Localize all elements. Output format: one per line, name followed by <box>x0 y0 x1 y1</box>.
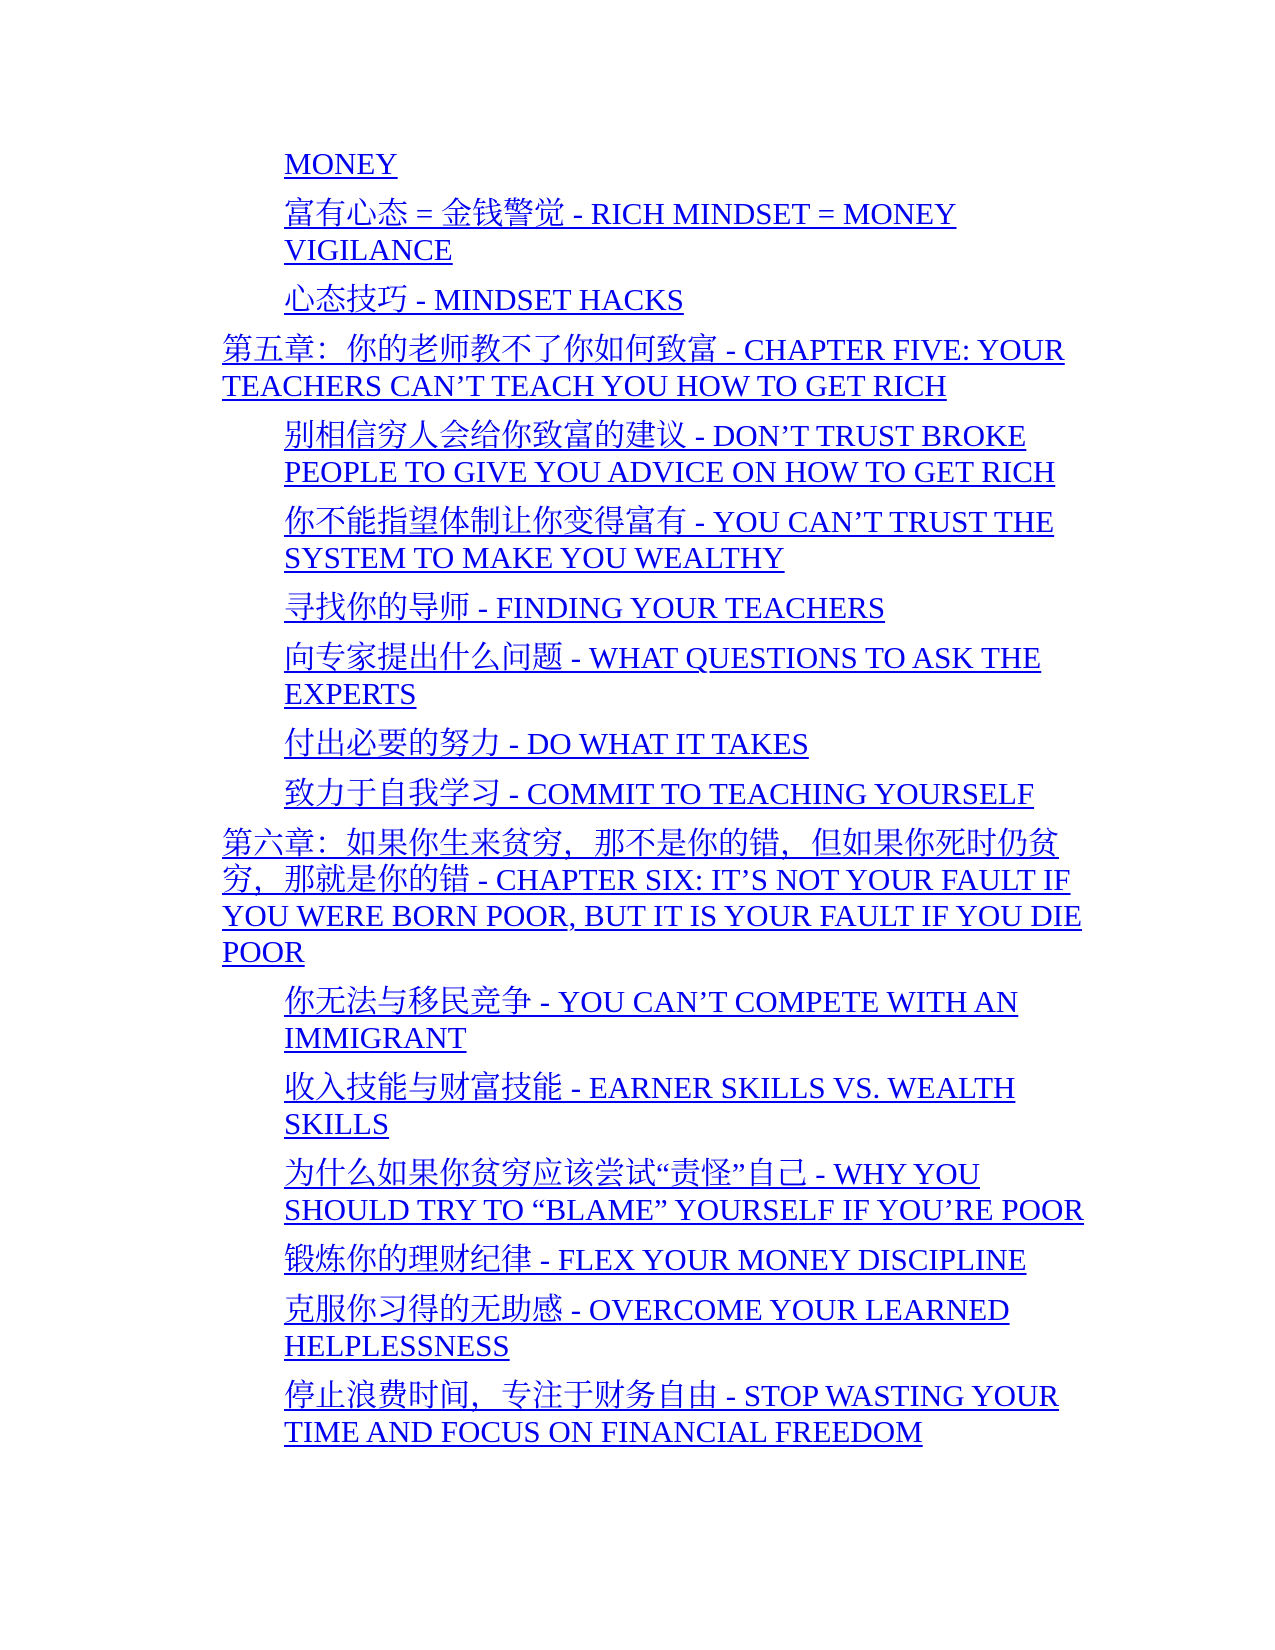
toc-link[interactable]: 克服你习得的无助感 - OVERCOME YOUR LEARNED HELPLESSNESS <box>284 1292 1010 1363</box>
toc-link[interactable]: 停止浪费时间，专注于财务自由 - STOP WASTING YOUR TIME AND FOCUS ON FINANCIAL FREEDOM <box>284 1378 1060 1449</box>
table-of-contents <box>222 146 1102 1464</box>
toc-chapter-link[interactable]: 第六章：如果你生来贫穷，那不是你的错，但如果你死时仍贫穷，那就是你的错 - CHAPTER SIX: IT’S NOT YOUR FAULT IF YOU WERE BORN POOR, BUT IT IS YOUR FAULT IF YOU DIE POOR <box>222 826 1083 969</box>
toc-link[interactable]: 你无法与移民竞争 - YOU CAN’T COMPETE WITH AN IMMIGRANT <box>284 984 1019 1055</box>
toc-link[interactable]: 致力于自我学习 - COMMIT TO TEACHING YOURSELF <box>284 776 1035 811</box>
toc-link[interactable]: 寻找你的导师 - FINDING YOUR TEACHERS <box>284 590 886 625</box>
toc-link[interactable]: 向专家提出什么问题 - WHAT QUESTIONS TO ASK THE EXPERTS <box>284 640 1042 711</box>
toc-link[interactable]: MONEY <box>284 146 398 181</box>
toc-link[interactable]: 你不能指望体制让你变得富有 - YOU CAN’T TRUST THE SYSTEM TO MAKE YOU WEALTHY <box>284 504 1055 575</box>
toc-link[interactable]: 付出必要的努力 - DO WHAT IT TAKES <box>284 726 809 761</box>
toc-chapter-link[interactable]: 第五章：你的老师教不了你如何致富 - CHAPTER FIVE: YOUR TEACHERS CAN’T TEACH YOU HOW TO GET RICH <box>222 332 1065 403</box>
toc-link[interactable]: 收入技能与财富技能 - EARNER SKILLS VS. WEALTH SKILLS <box>284 1070 1016 1141</box>
toc-link[interactable]: 为什么如果你贫穷应该尝试“责怪”自己 - WHY YOU SHOULD TRY TO “BLAME” YOURSELF IF YOU’RE POOR <box>284 1156 1085 1227</box>
toc-link[interactable]: 锻炼你的理财纪律 - FLEX YOUR MONEY DISCIPLINE <box>284 1242 1027 1277</box>
toc-link[interactable]: 心态技巧 - MINDSET HACKS <box>284 282 684 317</box>
toc-link[interactable]: 富有心态 = 金钱警觉 - RICH MINDSET = MONEY VIGILANCE <box>284 196 957 267</box>
toc-link[interactable]: 别相信穷人会给你致富的建议 - DON’T TRUST BROKE PEOPLE TO GIVE YOU ADVICE ON HOW TO GET RICH <box>284 418 1056 489</box>
